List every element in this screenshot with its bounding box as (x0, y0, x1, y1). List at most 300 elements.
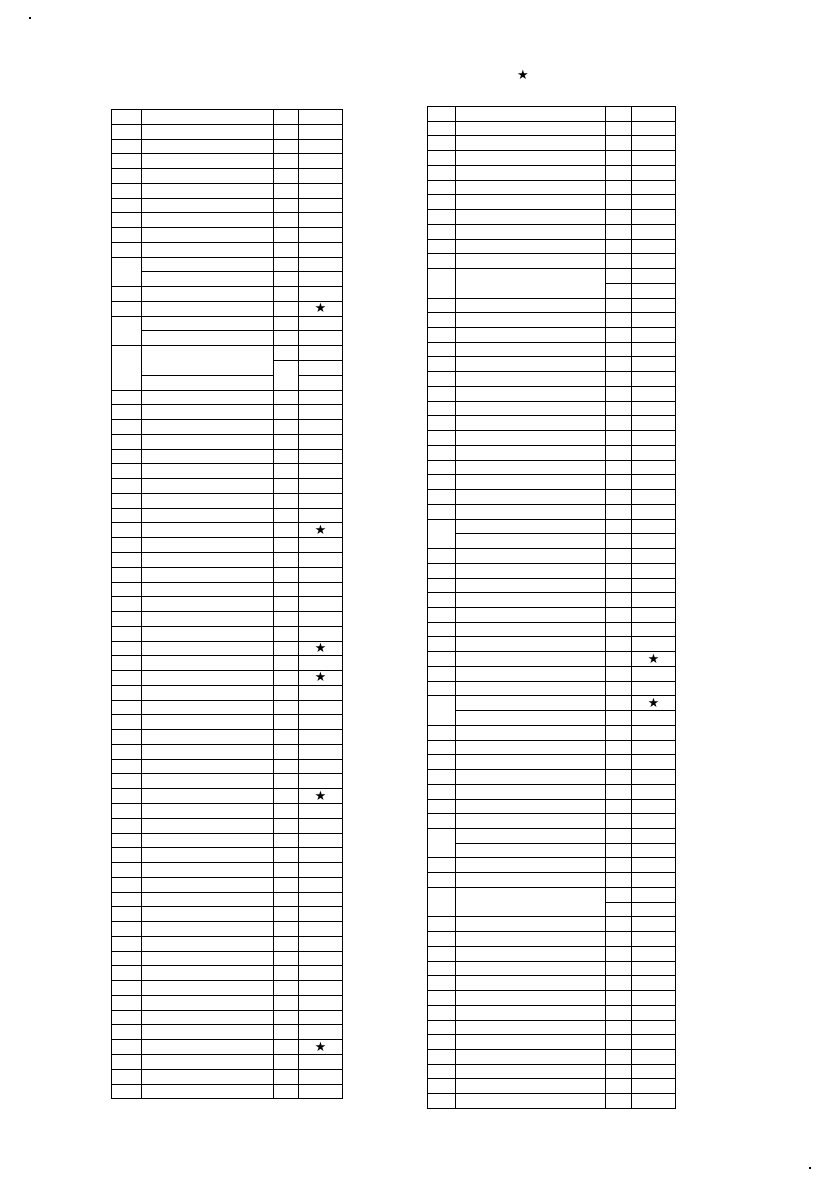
table-cell (274, 124, 299, 139)
table-cell (274, 538, 299, 553)
table-cell (632, 843, 676, 858)
table-row (112, 420, 343, 435)
table-cell (142, 257, 274, 272)
table-cell (456, 858, 606, 873)
header-star-icon: ★ (517, 68, 529, 83)
table-cell (606, 887, 632, 902)
table-cell (428, 328, 456, 343)
table-cell (456, 504, 606, 519)
table-cell (274, 1055, 299, 1070)
table-cell (456, 254, 606, 269)
table-cell (112, 346, 142, 390)
table-cell (606, 696, 632, 711)
table-row (428, 372, 676, 387)
table-cell (632, 180, 676, 195)
table-cell (142, 759, 274, 774)
star-icon: ★ (314, 670, 327, 686)
table-row (428, 224, 676, 239)
table-row (112, 552, 343, 567)
star-icon: ★ (647, 651, 660, 667)
table-cell (428, 873, 456, 888)
table-cell (274, 685, 299, 700)
table-cell (606, 1005, 632, 1020)
table-cell (112, 789, 142, 804)
table-cell (112, 612, 142, 627)
table-cell (632, 784, 676, 799)
table-cell (428, 578, 456, 593)
table-row (428, 151, 676, 166)
table-row (428, 1094, 676, 1109)
table-cell (112, 449, 142, 464)
table-cell (632, 445, 676, 460)
table-cell (606, 740, 632, 755)
table-cell (299, 877, 343, 892)
table-cell (606, 372, 632, 387)
table-cell (456, 799, 606, 814)
table-cell (428, 887, 456, 916)
table-cell (632, 519, 676, 534)
table-cell (428, 991, 456, 1006)
table-cell (299, 744, 343, 759)
table-cell (456, 107, 606, 122)
table-cell (112, 1069, 142, 1084)
table-cell (606, 1094, 632, 1109)
table-cell (428, 917, 456, 932)
table-cell (299, 198, 343, 213)
table-cell (428, 593, 456, 608)
table-cell (456, 1064, 606, 1079)
table-cell (632, 372, 676, 387)
table-cell (632, 431, 676, 446)
table-cell (632, 1035, 676, 1050)
table-cell (112, 523, 142, 538)
table-cell (142, 951, 274, 966)
table-cell (632, 828, 676, 843)
table-cell (456, 725, 606, 740)
table-cell (606, 652, 632, 667)
table-cell (606, 828, 632, 843)
table-cell (299, 316, 343, 331)
table-cell (299, 966, 343, 981)
table-row (428, 784, 676, 799)
table-cell (456, 151, 606, 166)
table-cell (299, 552, 343, 567)
table-cell (456, 445, 606, 460)
table-cell (142, 1040, 274, 1055)
table-cell (142, 420, 274, 435)
table-row (428, 534, 676, 549)
table-cell (456, 195, 606, 210)
table-cell (112, 922, 142, 937)
table-cell (606, 681, 632, 696)
table-row (112, 523, 343, 538)
table-row (428, 976, 676, 991)
table-cell (274, 922, 299, 937)
table-cell (428, 740, 456, 755)
table-cell (274, 287, 299, 302)
table-cell (456, 313, 606, 328)
table-cell (274, 671, 299, 686)
table-cell (606, 1020, 632, 1035)
table-cell (142, 966, 274, 981)
table-cell (632, 195, 676, 210)
table-cell (112, 213, 142, 228)
table-cell (428, 828, 456, 857)
table-cell (299, 774, 343, 789)
table-row (428, 313, 676, 328)
table-cell (112, 730, 142, 745)
table-row (112, 154, 343, 169)
table-cell (456, 239, 606, 254)
table-cell (299, 287, 343, 302)
table-cell (456, 1035, 606, 1050)
table-cell (142, 1084, 274, 1099)
table-row (428, 622, 676, 637)
table-row (112, 863, 343, 878)
table-cell (142, 818, 274, 833)
table-cell (142, 1010, 274, 1025)
table-cell (299, 981, 343, 996)
table-row (112, 730, 343, 745)
table-row (112, 892, 343, 907)
table-cell (112, 951, 142, 966)
table-cell (632, 475, 676, 490)
table-cell (632, 136, 676, 151)
table-cell (606, 1035, 632, 1050)
table-cell (632, 151, 676, 166)
table-cell (456, 652, 606, 667)
table-cell (142, 434, 274, 449)
table-cell (456, 991, 606, 1006)
table-cell (274, 257, 299, 272)
table-row (428, 490, 676, 505)
table-row (428, 298, 676, 313)
table-cell (456, 431, 606, 446)
table-cell (632, 549, 676, 564)
table-cell (606, 961, 632, 976)
table-cell (112, 479, 142, 494)
table-cell (632, 814, 676, 829)
table-cell (428, 519, 456, 548)
table-cell (299, 892, 343, 907)
table-row (112, 744, 343, 759)
table-cell (632, 725, 676, 740)
table-cell (632, 563, 676, 578)
table-cell (299, 523, 343, 538)
table-cell (606, 475, 632, 490)
table-cell (428, 298, 456, 313)
table-cell (606, 1064, 632, 1079)
table-cell (456, 887, 606, 916)
star-icon: ★ (314, 522, 327, 538)
table-cell (142, 375, 274, 390)
table-cell (299, 1055, 343, 1070)
table-cell (456, 917, 606, 932)
table-cell (456, 873, 606, 888)
table-cell (112, 685, 142, 700)
table-cell (456, 1050, 606, 1065)
table-cell (632, 1079, 676, 1094)
table-row (112, 848, 343, 863)
table-cell (428, 475, 456, 490)
table-row (428, 917, 676, 932)
table-row (112, 272, 343, 287)
table-cell (428, 386, 456, 401)
table-cell (142, 493, 274, 508)
table-row (112, 567, 343, 582)
table-cell (428, 681, 456, 696)
table-cell (142, 1069, 274, 1084)
table-cell (606, 770, 632, 785)
table-row (428, 873, 676, 888)
table-row (428, 858, 676, 873)
table-cell (142, 213, 274, 228)
table-row (112, 966, 343, 981)
table-row (428, 652, 676, 667)
table-row (112, 1025, 343, 1040)
table-cell (112, 671, 142, 686)
table-cell (274, 1084, 299, 1099)
table-cell (299, 110, 343, 125)
table-cell (632, 460, 676, 475)
table-cell (142, 523, 274, 538)
table-cell (456, 607, 606, 622)
table-cell (299, 538, 343, 553)
table-cell (142, 612, 274, 627)
table-cell (112, 390, 142, 405)
table-cell (299, 803, 343, 818)
table-cell (428, 460, 456, 475)
table-cell (456, 224, 606, 239)
table-cell (142, 863, 274, 878)
table-row (112, 228, 343, 243)
table-cell (428, 725, 456, 740)
table-row (428, 740, 676, 755)
table-cell (428, 180, 456, 195)
table-row (428, 711, 676, 726)
table-row (112, 922, 343, 937)
table-cell (299, 730, 343, 745)
table-cell (632, 313, 676, 328)
table-row (112, 700, 343, 715)
table-cell (112, 139, 142, 154)
table-row (112, 1069, 343, 1084)
star-icon: ★ (314, 641, 327, 656)
table-row (112, 124, 343, 139)
table-cell (428, 165, 456, 180)
table-cell (606, 799, 632, 814)
table-row (428, 1079, 676, 1094)
table-cell (274, 361, 299, 391)
table-cell (632, 386, 676, 401)
table-cell (274, 479, 299, 494)
table-row (428, 563, 676, 578)
table-cell (606, 224, 632, 239)
table-row (112, 169, 343, 184)
table-cell (299, 1069, 343, 1084)
table-cell (606, 416, 632, 431)
table-cell (299, 907, 343, 922)
table-cell (274, 464, 299, 479)
table-cell (112, 848, 142, 863)
table-cell (456, 961, 606, 976)
table-cell (142, 110, 274, 125)
table-cell (299, 1040, 343, 1055)
table-cell (606, 180, 632, 195)
table-cell (274, 523, 299, 538)
table-cell (606, 386, 632, 401)
table-cell (606, 946, 632, 961)
table-cell (299, 272, 343, 287)
table-cell (299, 331, 343, 346)
table-cell (632, 1020, 676, 1035)
table-cell (632, 298, 676, 313)
table-cell (112, 567, 142, 582)
table-cell (632, 269, 676, 284)
table-cell (428, 622, 456, 637)
table-row (428, 269, 676, 284)
table-cell (428, 607, 456, 622)
table-cell (274, 626, 299, 641)
table-cell (299, 169, 343, 184)
table-cell (456, 932, 606, 947)
table-cell (274, 700, 299, 715)
table-cell (274, 715, 299, 730)
table-row (112, 508, 343, 523)
table-cell (274, 1025, 299, 1040)
table-cell (632, 357, 676, 372)
table-cell (142, 995, 274, 1010)
table-cell (299, 508, 343, 523)
table-cell (632, 666, 676, 681)
table-cell (606, 902, 632, 917)
table-cell (606, 519, 632, 534)
table-cell (142, 272, 274, 287)
table-cell (456, 342, 606, 357)
table-cell (142, 848, 274, 863)
table-row (428, 843, 676, 858)
table-cell (606, 725, 632, 740)
table-cell (428, 932, 456, 947)
table-cell (299, 626, 343, 641)
table-cell (456, 814, 606, 829)
table-cell (142, 154, 274, 169)
table-cell (456, 386, 606, 401)
table-row (428, 725, 676, 740)
table-cell (299, 671, 343, 686)
table-row (428, 445, 676, 460)
table-cell (299, 1010, 343, 1025)
table-cell (274, 405, 299, 420)
table-row (112, 110, 343, 125)
table-cell (606, 328, 632, 343)
table-row (428, 519, 676, 534)
table-cell (299, 597, 343, 612)
table-cell (274, 759, 299, 774)
table-row (112, 641, 343, 656)
table-cell (428, 1020, 456, 1035)
table-cell (428, 239, 456, 254)
table-cell (274, 863, 299, 878)
table-cell (456, 755, 606, 770)
table-cell (632, 107, 676, 122)
table-cell (428, 313, 456, 328)
table-cell (606, 254, 632, 269)
table-cell (274, 981, 299, 996)
table-row (428, 814, 676, 829)
table-row (112, 1010, 343, 1025)
table-cell (632, 946, 676, 961)
table-cell (428, 563, 456, 578)
table-cell (274, 892, 299, 907)
table-cell (142, 139, 274, 154)
table-cell (606, 490, 632, 505)
table-cell (112, 981, 142, 996)
table-row (112, 774, 343, 789)
table-row (428, 121, 676, 136)
table-cell (632, 991, 676, 1006)
table-cell (112, 966, 142, 981)
table-cell (142, 538, 274, 553)
table-cell (606, 431, 632, 446)
table-cell (299, 995, 343, 1010)
table-cell (112, 907, 142, 922)
table-row (112, 242, 343, 257)
table-cell (274, 730, 299, 745)
table-cell (606, 563, 632, 578)
table-cell (142, 700, 274, 715)
table-cell (456, 696, 606, 711)
table-cell (274, 183, 299, 198)
table-cell (606, 342, 632, 357)
table-cell (299, 863, 343, 878)
table-cell (112, 1084, 142, 1099)
table-cell (142, 449, 274, 464)
table-row (428, 578, 676, 593)
table-cell (428, 814, 456, 829)
table-cell (456, 622, 606, 637)
table-cell (142, 907, 274, 922)
table-cell (112, 700, 142, 715)
corner-dot-top-left (29, 17, 31, 19)
table-cell (606, 445, 632, 460)
table-cell (142, 774, 274, 789)
table-cell (456, 681, 606, 696)
table-cell (274, 936, 299, 951)
table-cell (274, 213, 299, 228)
table-cell (299, 612, 343, 627)
star-icon: ★ (647, 695, 660, 711)
table-row (112, 538, 343, 553)
table-cell (632, 593, 676, 608)
table-cell (112, 124, 142, 139)
table-cell (428, 136, 456, 151)
table-row (428, 799, 676, 814)
table-row (428, 328, 676, 343)
table-row (112, 907, 343, 922)
table-cell (606, 151, 632, 166)
table-cell (299, 390, 343, 405)
table-cell (112, 892, 142, 907)
table-row (112, 995, 343, 1010)
table-row (112, 597, 343, 612)
table-cell (142, 567, 274, 582)
star-icon: ★ (314, 1039, 327, 1055)
table-cell (299, 1025, 343, 1040)
table-cell (274, 154, 299, 169)
table-cell (299, 405, 343, 420)
table-cell (112, 538, 142, 553)
